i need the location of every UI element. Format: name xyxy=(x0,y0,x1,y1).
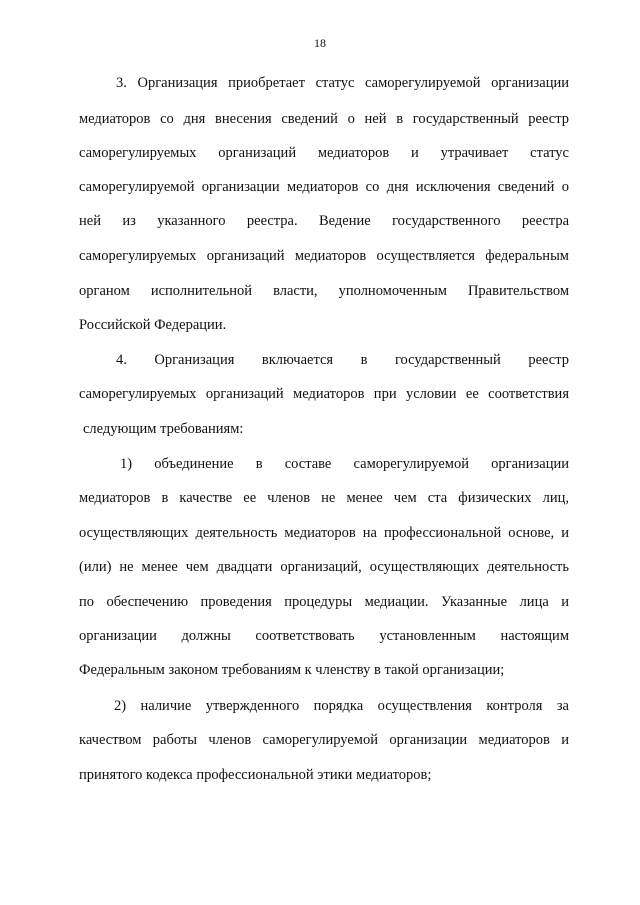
text-line: Федеральным законом требованиям к членству в такой организации; xyxy=(79,662,505,678)
text-line: медиаторов со дня внесения сведений о ней в государственный реестр xyxy=(79,111,569,127)
text-line: Российской Федерации. xyxy=(79,317,227,333)
text-line: по обеспечению проведения процедуры медиации. Указанные лица и xyxy=(79,594,569,610)
text-line: 2) наличие утвержденного порядка осуществления контроля за xyxy=(114,698,569,714)
text-line: организации должны соответствовать установленным настоящим xyxy=(79,628,569,644)
text-line: ней из указанного реестра. Ведение государственного реестра xyxy=(79,213,569,229)
text-line: следующим требованиям: xyxy=(83,421,244,437)
text-line: саморегулируемых организаций медиаторов и утрачивает статус xyxy=(79,145,569,161)
text-line: саморегулируемых организаций медиаторов осуществляется федеральным xyxy=(79,248,569,264)
text-line: 3. Организация приобретает статус саморегулируемой организации xyxy=(116,75,569,91)
text-line: осуществляющих деятельность медиаторов на профессиональной основе, и xyxy=(79,525,569,541)
text-line: качеством работы членов саморегулируемой организации медиаторов и xyxy=(79,732,569,748)
text-line: 1) объединение в составе саморегулируемой организации xyxy=(120,456,569,472)
text-line: медиаторов в качестве ее членов не менее чем ста физических лиц, xyxy=(79,490,569,506)
page-number: 18 xyxy=(314,36,326,50)
text-line: (или) не менее чем двадцати организаций, осуществляющих деятельность xyxy=(79,559,569,575)
text-line: принятого кодекса профессиональной этики медиаторов; xyxy=(79,767,432,783)
text-line: саморегулируемых организаций медиаторов при условии ее соответствия xyxy=(79,386,569,402)
text-line: 4. Организация включается в государственный реестр xyxy=(116,352,569,368)
text-line: органом исполнительной власти, уполномоченным Правительством xyxy=(79,283,569,299)
text-line: саморегулируемой организации медиаторов со дня исключения сведений о xyxy=(79,179,569,195)
